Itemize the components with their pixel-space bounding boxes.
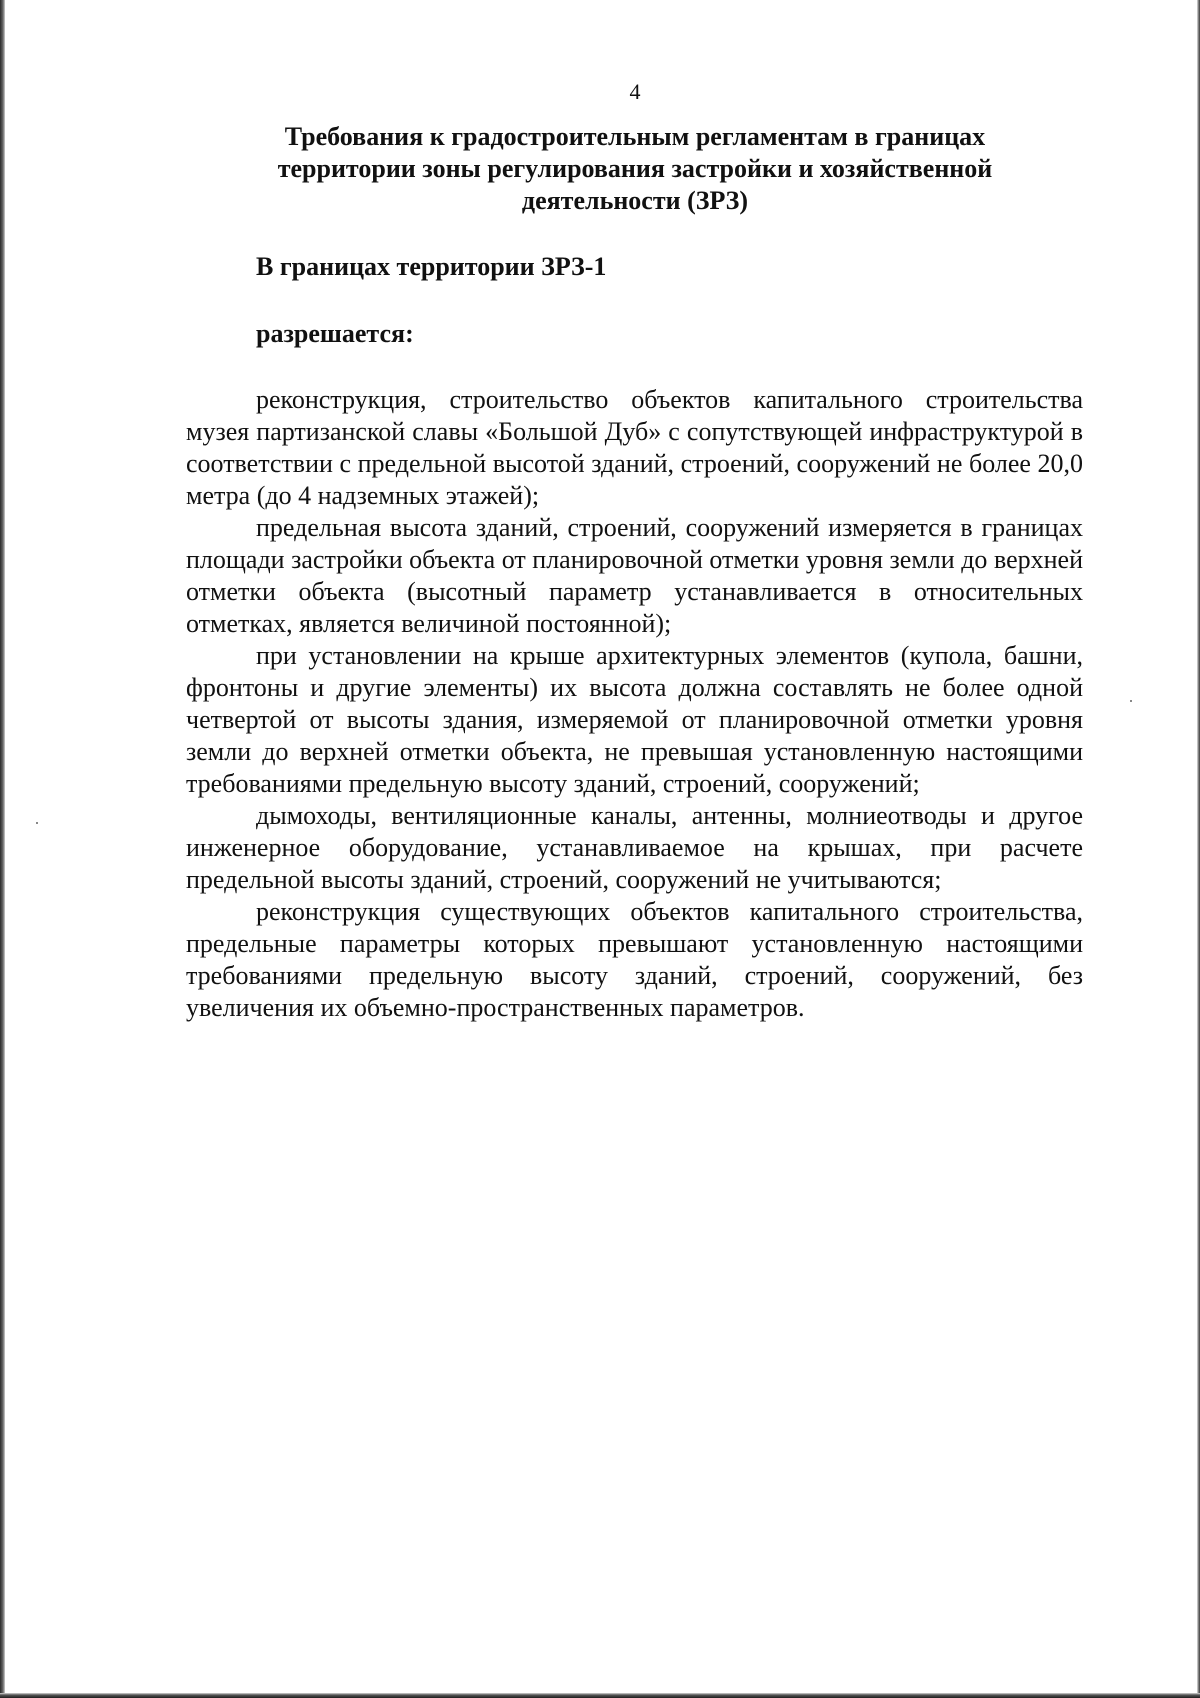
scan-edge-left	[0, 0, 5, 1698]
requirements-body	[186, 384, 1083, 1024]
scan-speck	[36, 822, 38, 824]
zone-heading: В границах территории ЗРЗ-1	[256, 252, 607, 281]
paragraph-reconstruction-museum: реконструкция, строительство объектов капитального строительства музея партизанской славы «Большой Дуб» с сопутствующей инфраструктурой в соответствии с предельной высотой зданий, строений, сооружений не более 20,0 метра (до 4 надземных этажей);	[186, 385, 1083, 510]
paragraph-existing-objects: реконструкция существующих объектов капитального строительства, предельные параметры которых превышают установленную настоящими требованиями предельную высоту зданий, строений, сооружений, без увеличения их объемно-пространственных параметров.	[186, 897, 1083, 1022]
scan-edge-bottom	[0, 1693, 1200, 1698]
page-number: 4	[629, 79, 641, 104]
paragraph-roof-equipment: дымоходы, вентиляционные каналы, антенны, молниеотводы и другое инженерное оборудование, устанавливаемое на крышах, при расчете предельной высоты зданий, строений, сооружений не учитываются;	[186, 801, 1083, 894]
scan-speck	[1130, 700, 1132, 702]
paragraph-roof-elements: при установлении на крыше архитектурных элементов (купола, башни, фронтоны и другие элементы) их высота должна составлять не более одной четвертой от высоты здания, измеряемой от планировочной отметки уровня земли до верхней отметки объекта, не превышая установленную настоящими требованиями предельную высоту зданий, строений, сооружений;	[186, 641, 1083, 798]
paragraph-height-measurement: предельная высота зданий, строений, сооружений измеряется в границах площади застройки объекта от планировочной отметки уровня земли до верхней отметки объекта (высотный параметр устанавливается в относительных отметках, является величиной постоянной);	[186, 513, 1083, 638]
permitted-heading: разрешается:	[256, 319, 414, 348]
document-title: Требования к градостроительным регламентам в границах территории зоны регулирования застройки и хозяйственной деятельности (ЗРЗ)	[277, 122, 993, 215]
